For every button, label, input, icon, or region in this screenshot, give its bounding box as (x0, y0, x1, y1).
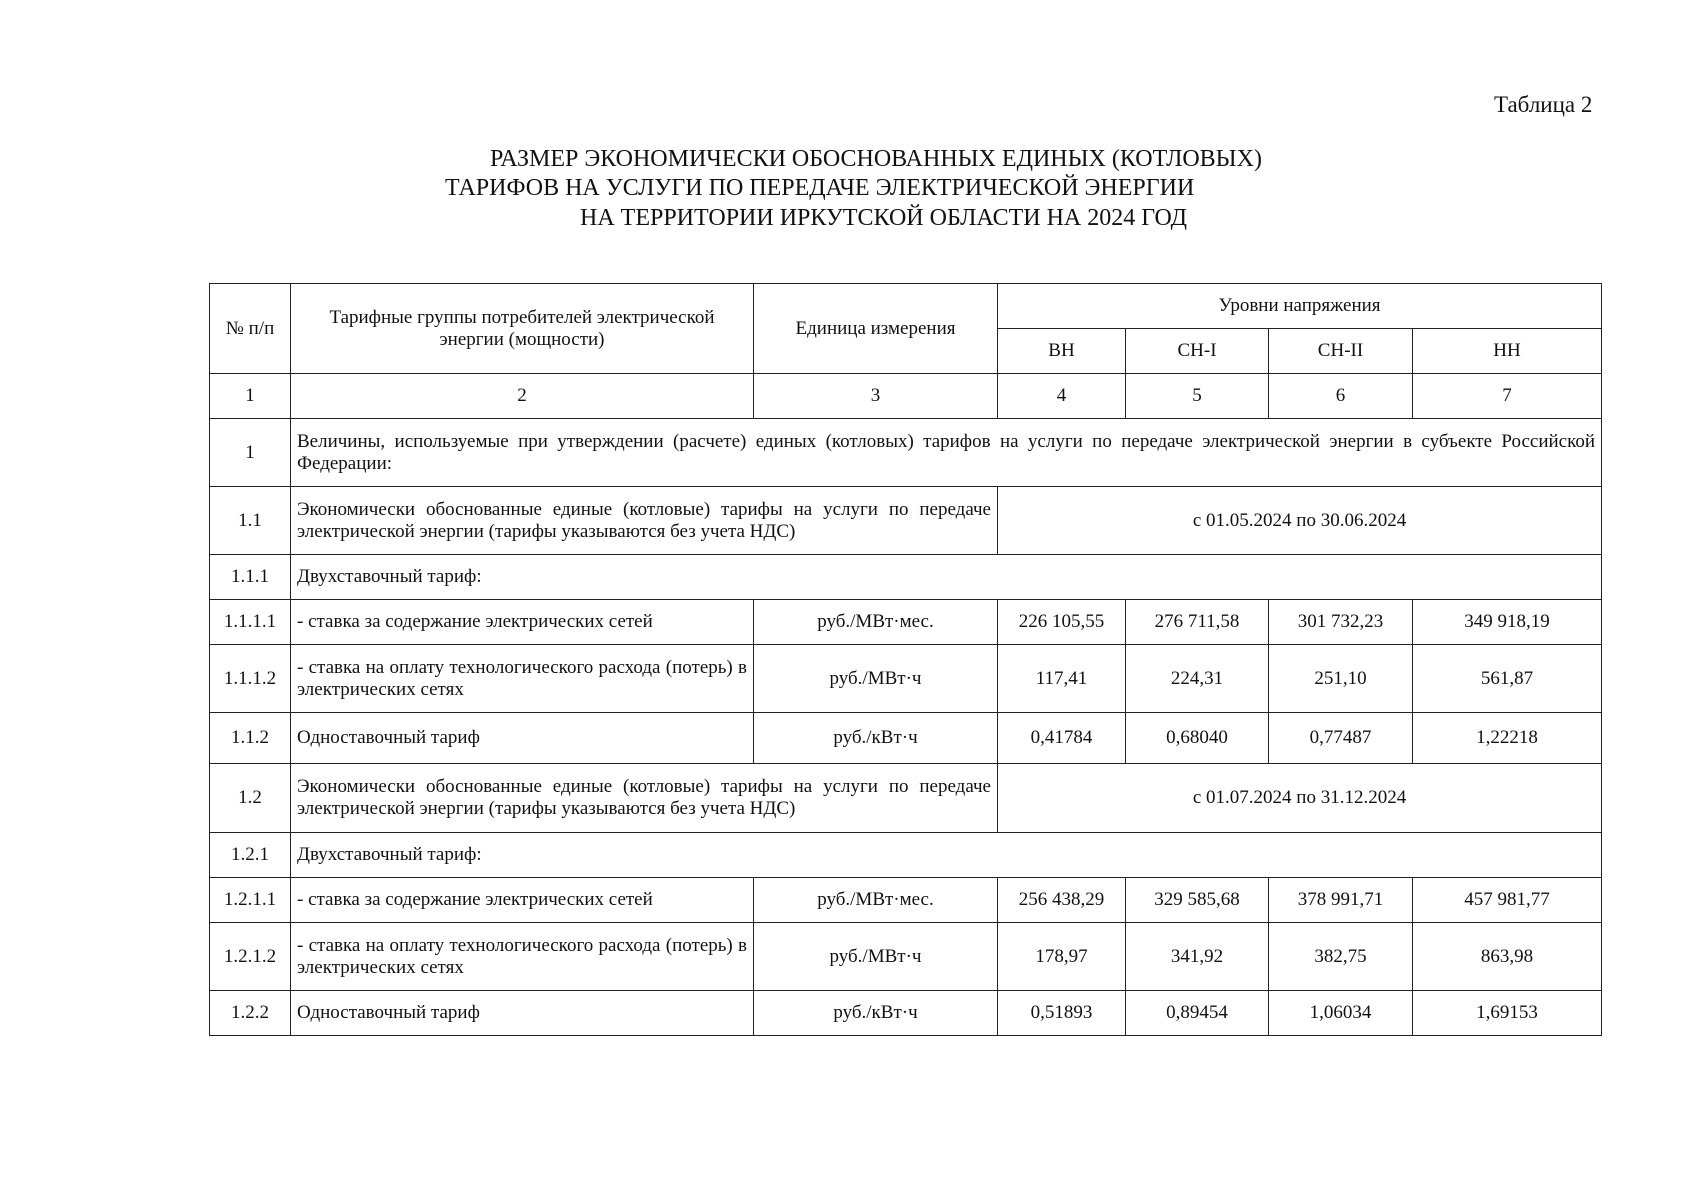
value-sn2: 301 732,23 (1269, 600, 1413, 645)
header-levels: Уровни напряжения (998, 284, 1602, 329)
value-vn: 0,51893 (998, 991, 1126, 1036)
value-nn: 863,98 (1413, 923, 1602, 991)
col-number: 6 (1269, 374, 1413, 419)
value-vn: 0,41784 (998, 713, 1126, 764)
header-group: Тарифные группы потребителей электрической энергии (мощности) (291, 284, 754, 374)
value-sn2: 1,06034 (1269, 991, 1413, 1036)
table-row (210, 555, 1602, 600)
row-text: Двухставочный тариф: (291, 555, 1602, 600)
row-num: 1 (210, 419, 291, 487)
header-row (210, 284, 1602, 329)
table-row (210, 713, 1602, 764)
col-number: 3 (754, 374, 998, 419)
header-sn2: СН-II (1269, 329, 1413, 374)
row-period: с 01.05.2024 по 30.06.2024 (998, 487, 1602, 555)
col-number: 1 (210, 374, 291, 419)
row-text: Двухставочный тариф: (291, 833, 1602, 878)
row-text: Одноставочный тариф (291, 713, 754, 764)
title-line-1: РАЗМЕР ЭКОНОМИЧЕСКИ ОБОСНОВАННЫХ ЕДИНЫХ (КОТЛОВЫХ) (490, 146, 1262, 172)
value-nn: 1,69153 (1413, 991, 1602, 1036)
value-nn: 349 918,19 (1413, 600, 1602, 645)
header-vn: ВН (998, 329, 1126, 374)
row-unit: руб./МВт·ч (754, 923, 998, 991)
table-row (210, 487, 1602, 555)
col-number: 4 (998, 374, 1126, 419)
value-sn2: 382,75 (1269, 923, 1413, 991)
row-text: - ставка за содержание электрических сетей (291, 878, 754, 923)
table-row (210, 923, 1602, 991)
row-num: 1.2.1.2 (210, 923, 291, 991)
row-num: 1.1.1.1 (210, 600, 291, 645)
header-nn: НН (1413, 329, 1602, 374)
row-unit: руб./МВт·мес. (754, 600, 998, 645)
value-nn: 561,87 (1413, 645, 1602, 713)
row-unit: руб./МВт·мес. (754, 878, 998, 923)
value-vn: 226 105,55 (998, 600, 1126, 645)
row-num: 1.2.1.1 (210, 878, 291, 923)
table-row (210, 991, 1602, 1036)
value-sn1: 276 711,58 (1126, 600, 1269, 645)
table-row (210, 833, 1602, 878)
table-row (210, 419, 1602, 487)
value-vn: 178,97 (998, 923, 1126, 991)
row-num: 1.2.1 (210, 833, 291, 878)
title-line-3: НА ТЕРРИТОРИИ ИРКУТСКОЙ ОБЛАСТИ НА 2024 ГОД (580, 205, 1188, 231)
value-sn1: 0,68040 (1126, 713, 1269, 764)
table-label: Таблица 2 (1494, 92, 1593, 117)
value-sn2: 251,10 (1269, 645, 1413, 713)
table-row (210, 600, 1602, 645)
value-vn: 117,41 (998, 645, 1126, 713)
row-num: 1.1.1.2 (210, 645, 291, 713)
row-unit: руб./кВт·ч (754, 713, 998, 764)
col-number: 2 (291, 374, 754, 419)
row-text: - ставка на оплату технологического расхода (потерь) в электрических сетях (291, 645, 754, 713)
row-num: 1.1.2 (210, 713, 291, 764)
value-vn: 256 438,29 (998, 878, 1126, 923)
row-text: Экономически обоснованные единые (котловые) тарифы на услуги по передаче электрической энергии (тарифы указываются без учета НДС) (291, 764, 998, 833)
row-period: с 01.07.2024 по 31.12.2024 (998, 764, 1602, 833)
col-number: 5 (1126, 374, 1269, 419)
value-nn: 457 981,77 (1413, 878, 1602, 923)
value-sn1: 341,92 (1126, 923, 1269, 991)
row-num: 1.1.1 (210, 555, 291, 600)
row-text: - ставка за содержание электрических сетей (291, 600, 754, 645)
title-line-2: ТАРИФОВ НА УСЛУГИ ПО ПЕРЕДАЧЕ ЭЛЕКТРИЧЕСКОЙ ЭНЕРГИИ (445, 175, 1195, 201)
table-row (210, 878, 1602, 923)
row-num: 1.2.2 (210, 991, 291, 1036)
column-number-row (210, 374, 1602, 419)
value-sn1: 0,89454 (1126, 991, 1269, 1036)
header-unit: Единица измерения (754, 284, 998, 374)
col-number: 7 (1413, 374, 1602, 419)
table-row (210, 764, 1602, 833)
value-sn2: 378 991,71 (1269, 878, 1413, 923)
tariff-table (209, 283, 1602, 1036)
header-sn1: СН-I (1126, 329, 1269, 374)
row-text: Одноставочный тариф (291, 991, 754, 1036)
value-sn1: 329 585,68 (1126, 878, 1269, 923)
header-num: № п/п (210, 284, 291, 374)
row-unit: руб./кВт·ч (754, 991, 998, 1036)
row-num: 1.2 (210, 764, 291, 833)
row-unit: руб./МВт·ч (754, 645, 998, 713)
row-text: Экономически обоснованные единые (котловые) тарифы на услуги по передаче электрической энергии (тарифы указываются без учета НДС) (291, 487, 998, 555)
value-sn1: 224,31 (1126, 645, 1269, 713)
row-text: Величины, используемые при утверждении (расчете) единых (котловых) тарифов на услуги по передаче электрической энергии в субъекте Российской Федерации: (291, 419, 1602, 487)
value-sn2: 0,77487 (1269, 713, 1413, 764)
row-num: 1.1 (210, 487, 291, 555)
value-nn: 1,22218 (1413, 713, 1602, 764)
row-text: - ставка на оплату технологического расхода (потерь) в электрических сетях (291, 923, 754, 991)
table-row (210, 645, 1602, 713)
